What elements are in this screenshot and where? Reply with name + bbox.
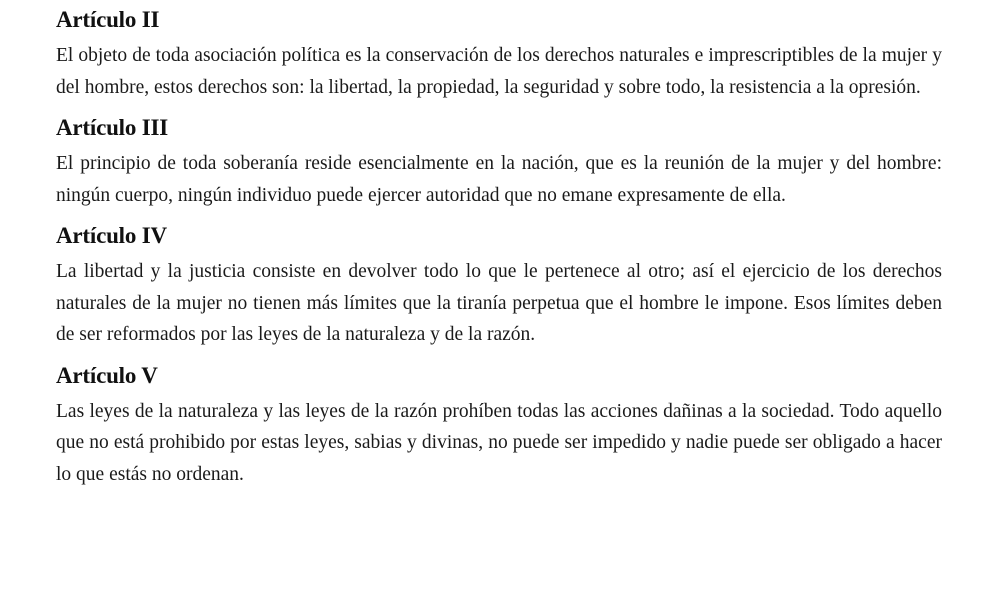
article-text: El principio de toda soberanía reside esencialmente en la nación, que es la reunión de la mujer y del hombre: ningún cuerpo, ningún individuo puede ejercer autoridad que no emane expresamente de ella.	[56, 153, 942, 206]
article-text: Las leyes de la naturaleza y las leyes de la razón prohíben todas las acciones dañinas a la sociedad. Todo aquello que no está prohibido por estas leyes, sabias y divinas, no puede ser impedido y nadie puede ser obligado a hacer lo que estás no ordenan.	[56, 400, 942, 485]
article-text: La libertad y la justicia consiste en devolver todo lo que le pertenece al otro; así el ejercicio de los derechos naturales de la mujer no tienen más límites que la tiranía perpetua que el hombre le impone. Esos límites deben de ser reformados por las leyes de la naturaleza y de la razón.	[56, 261, 942, 345]
article-heading: Artículo V	[56, 362, 158, 388]
article-ii	[56, 0, 942, 103]
article-heading: Artículo III	[56, 115, 168, 140]
article-iii	[56, 108, 942, 211]
article-heading: Artículo IV	[56, 223, 167, 248]
article-heading: Artículo II	[56, 7, 160, 32]
article-iv	[56, 216, 942, 351]
article-text: El objeto de toda asociación política es la conservación de los derechos naturales e imprescriptibles de la mujer y del hombre, estos derechos son: la libertad, la propiedad, la seguridad y sobre todo, la resistencia a la opresión.	[56, 45, 942, 98]
document-body	[56, 0, 942, 490]
article-v	[56, 356, 942, 491]
